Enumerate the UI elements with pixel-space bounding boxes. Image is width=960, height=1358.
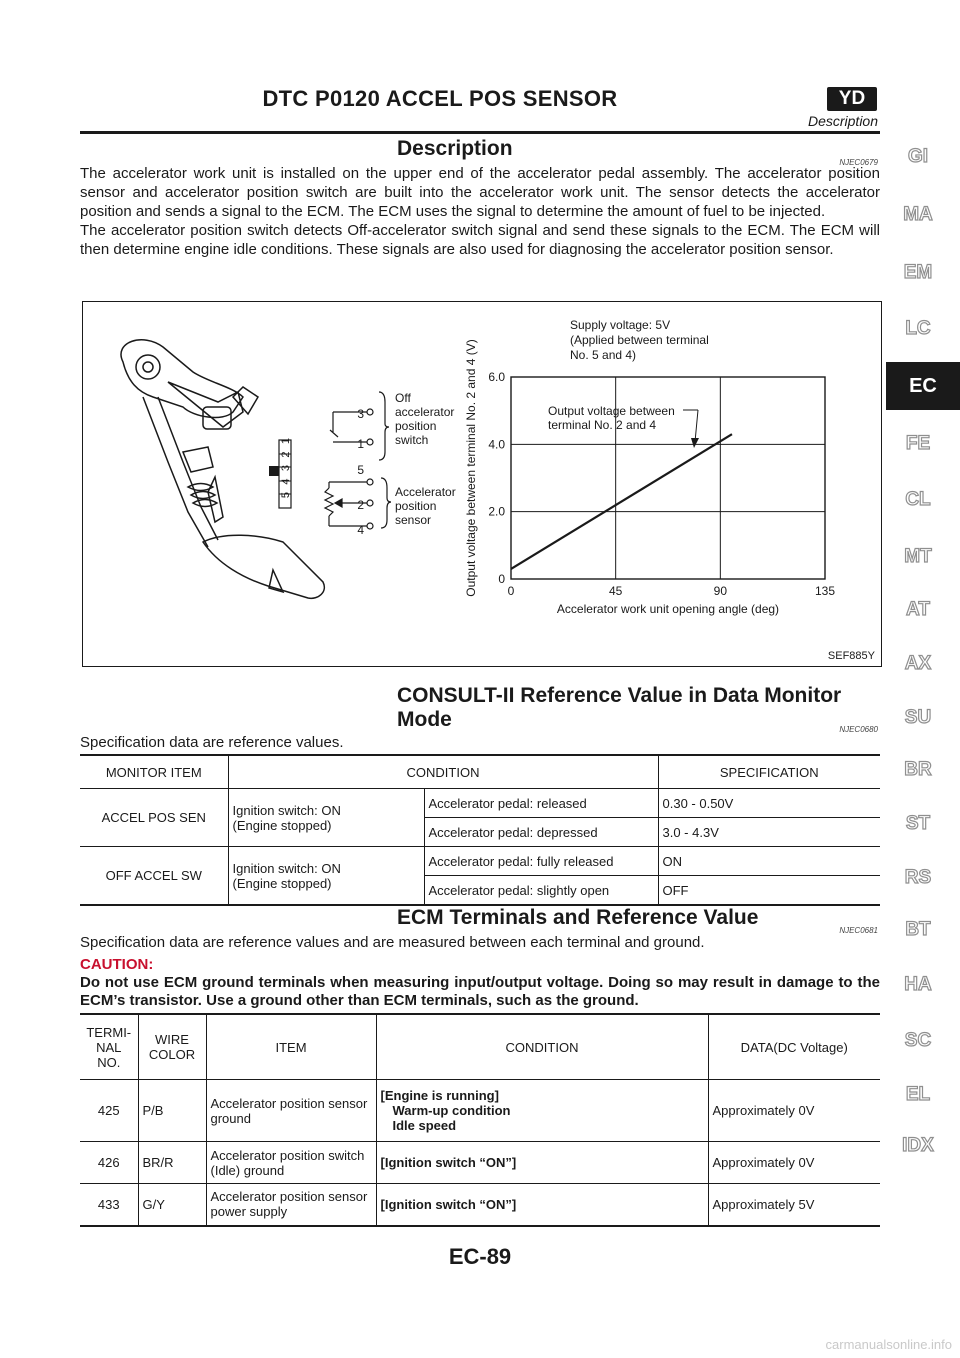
wire-color-cell: P/B	[138, 1080, 206, 1142]
sub-condition-cell: Accelerator pedal: fully released	[424, 847, 658, 876]
terminal-no-cell: 425	[80, 1080, 138, 1142]
tab-ma[interactable]: MA	[903, 204, 933, 225]
ecm-heading: ECM Terminals and Reference Value	[397, 906, 759, 929]
item-cell: Accelerator position sensor ground	[206, 1080, 376, 1142]
table-row	[80, 847, 880, 876]
tab-mt[interactable]: MT	[904, 546, 932, 567]
sensor-label-line: sensor	[395, 513, 432, 527]
y-tick-label: 6.0	[488, 370, 505, 384]
tab-lc[interactable]: LC	[905, 318, 931, 339]
connector-illustration	[269, 438, 292, 508]
line-note-line: Output voltage between	[548, 404, 675, 418]
y-tick-label: 0	[498, 572, 505, 586]
table-header-row	[80, 755, 880, 789]
sub-condition-cell: Accelerator pedal: released	[424, 789, 658, 818]
tab-gi[interactable]: GI	[907, 146, 929, 167]
header-line: TERMI-	[86, 1024, 132, 1040]
ecm-ref-code: NJEC0681	[839, 926, 878, 935]
callout-leader	[695, 410, 698, 442]
col-header-condition: CONDITION	[376, 1014, 708, 1080]
sub-condition-cell: Accelerator pedal: slightly open	[424, 876, 658, 906]
tab-st[interactable]: ST	[905, 813, 931, 834]
consult-heading-line1: CONSULT-II Reference Value in Data Monitor	[397, 684, 842, 707]
col-header-monitor-item: MONITOR ITEM	[80, 755, 228, 789]
table-row	[80, 1184, 880, 1226]
y-tick-label: 4.0	[488, 437, 505, 452]
ecm-terminal-table	[80, 1013, 880, 1227]
x-axis-label: Accelerator work unit opening angle (deg)	[556, 602, 780, 616]
condition-cell: [Ignition switch “ON”]	[376, 1184, 708, 1226]
specification-cell: OFF	[658, 876, 880, 906]
col-header-specification: SPECIFICATION	[658, 755, 880, 789]
caution-text: Do not use ECM ground terminals when measuring input/output voltage. Doing so may result in damage to the ECM’s transistor. Use a ground other than ECM terminals, such as the ground.	[80, 974, 880, 1009]
tab-at[interactable]: AT	[906, 599, 930, 620]
tab-cl[interactable]: CL	[905, 489, 931, 510]
switch-label-line: Off	[395, 391, 411, 405]
table-row	[80, 1142, 880, 1184]
connector-pin-label: 1	[280, 437, 292, 445]
tab-em[interactable]: EM	[903, 262, 933, 283]
terminal-no-cell: 426	[80, 1142, 138, 1184]
description-paragraph-1: The accelerator work unit is installed on the upper end of the accelerator pedal assembly. The accelerator position sensor and accelerator position switch are built into the accelerator work unit. The sensor detects the accelerator position and sends a signal to the ECM. The ECM uses the signal to determine the amount of fuel to be injected.	[80, 165, 880, 220]
tab-rs[interactable]: RS	[904, 867, 932, 888]
table-header-row	[80, 1014, 880, 1080]
pin-label: 4	[357, 523, 364, 537]
header-line: WIRE	[155, 1032, 189, 1047]
data-cell: Approximately 0V	[708, 1080, 880, 1142]
switch-label-line: switch	[395, 433, 429, 447]
condition-cell: Ignition switch: ON (Engine stopped)	[228, 847, 424, 906]
tab-idx[interactable]: IDX	[902, 1135, 934, 1156]
caution-heading: CAUTION:	[80, 956, 154, 973]
consult-heading	[397, 684, 841, 732]
pin-label: 5	[357, 463, 364, 477]
x-tick-label: 90	[713, 584, 728, 598]
supply-note-line: Supply voltage: 5V	[570, 318, 671, 332]
tab-su[interactable]: SU	[904, 707, 932, 728]
table-row	[80, 789, 880, 818]
condition-cell: [Engine is running] Warm-up condition Idle speed	[376, 1080, 708, 1142]
tab-ha[interactable]: HA	[904, 974, 932, 995]
pin-label: 1	[357, 437, 364, 451]
engine-badge: YD	[827, 87, 877, 111]
tab-el[interactable]: EL	[905, 1084, 931, 1105]
pin-label: 3	[357, 407, 364, 421]
connector-pin-label: 3	[280, 464, 292, 472]
tab-ax[interactable]: AX	[904, 653, 932, 674]
tab-bt[interactable]: BT	[905, 919, 931, 940]
tab-br[interactable]: BR	[904, 759, 932, 780]
specification-cell: 0.30 - 0.50V	[658, 789, 880, 818]
item-cell: Accelerator position sensor power supply	[206, 1184, 376, 1226]
specification-cell: 3.0 - 4.3V	[658, 818, 880, 847]
header-line: NAL	[96, 1039, 122, 1055]
col-header-item: ITEM	[206, 1014, 376, 1080]
col-header-condition: CONDITION	[228, 755, 658, 789]
switch-label-line: accelerator	[395, 405, 455, 419]
condition-cell: [Ignition switch “ON”]	[376, 1142, 708, 1184]
switch-label-line: position	[395, 419, 437, 433]
header-rule	[80, 131, 880, 134]
ecm-intro: Specification data are reference values and are measured between each terminal and ground.	[80, 934, 705, 951]
consult-ref-code: NJEC0680	[839, 725, 878, 734]
item-cell: Accelerator position switch (Idle) ground	[206, 1142, 376, 1184]
voltage-chart	[464, 318, 835, 616]
header-line: COLOR	[148, 1047, 196, 1062]
watermark: carmanualsonline.info	[825, 1337, 952, 1352]
specification-cell: ON	[658, 847, 880, 876]
col-header-terminal-no	[80, 1014, 138, 1080]
x-tick-label: 135	[814, 584, 836, 598]
tab-ec[interactable]: EC	[886, 362, 960, 410]
pedal-assembly-illustration	[121, 340, 324, 599]
sensor-label-line: position	[395, 499, 437, 513]
description-paragraph-2: The accelerator position switch detects Off-accelerator switch signal and send these signals to the ECM. The ECM will then determine engine idle conditions. These signals are also used for diagnosing the accelerator position sensor.	[80, 222, 880, 258]
description-text	[80, 164, 880, 259]
pin-label: 2	[357, 498, 364, 512]
x-tick-label: 0	[507, 584, 515, 598]
description-ref-code: NJEC0679	[839, 158, 878, 167]
col-header-data: DATA(DC Voltage)	[708, 1014, 880, 1080]
consult-intro: Specification data are reference values.	[80, 734, 344, 751]
y-axis-label: Output voltage between terminal No. 2 and 4 (V)	[464, 339, 478, 597]
header-line: NO.	[97, 1054, 121, 1070]
connector-pin-label: 5	[280, 491, 292, 499]
tab-fe[interactable]: FE	[905, 433, 931, 454]
wire-color-cell: BR/R	[138, 1142, 206, 1184]
col-header-wire-color	[138, 1014, 206, 1080]
condition-cell: Ignition switch: ON (Engine stopped)	[228, 789, 424, 847]
page-subtitle: Description	[807, 113, 878, 129]
data-cell: Approximately 0V	[708, 1142, 880, 1184]
sensor-label-line: Accelerator	[395, 485, 456, 499]
consult-table	[80, 754, 880, 906]
line-note-line: terminal No. 2 and 4	[548, 418, 657, 432]
page-number: EC-89	[448, 1244, 512, 1269]
figure-id: SEF885Y	[827, 650, 875, 662]
connector-pin-label: 2	[280, 451, 292, 458]
page-title: DTC P0120 ACCEL POS SENSOR	[262, 86, 618, 111]
supply-note-line: No. 5 and 4)	[570, 348, 637, 362]
series-line	[511, 434, 732, 569]
wire-color-cell: G/Y	[138, 1184, 206, 1226]
connector-pin-label: 4	[280, 478, 292, 485]
data-cell: Approximately 5V	[708, 1184, 880, 1226]
terminal-no-cell: 433	[80, 1184, 138, 1226]
monitor-item-cell: OFF ACCEL SW	[80, 847, 228, 906]
callout-arrowhead	[691, 438, 699, 448]
figure-accelerator-work-unit	[82, 301, 882, 667]
table-row	[80, 1080, 880, 1142]
consult-heading-line2: Mode	[397, 708, 452, 731]
y-tick-label: 2.0	[488, 504, 505, 519]
description-heading: Description	[397, 137, 513, 160]
tab-sc[interactable]: SC	[904, 1030, 932, 1051]
sub-condition-cell: Accelerator pedal: depressed	[424, 818, 658, 847]
figure-drawing	[83, 302, 881, 666]
x-tick-label: 45	[608, 584, 623, 598]
supply-note-line: (Applied between terminal	[570, 333, 709, 347]
monitor-item-cell: ACCEL POS SEN	[80, 789, 228, 847]
